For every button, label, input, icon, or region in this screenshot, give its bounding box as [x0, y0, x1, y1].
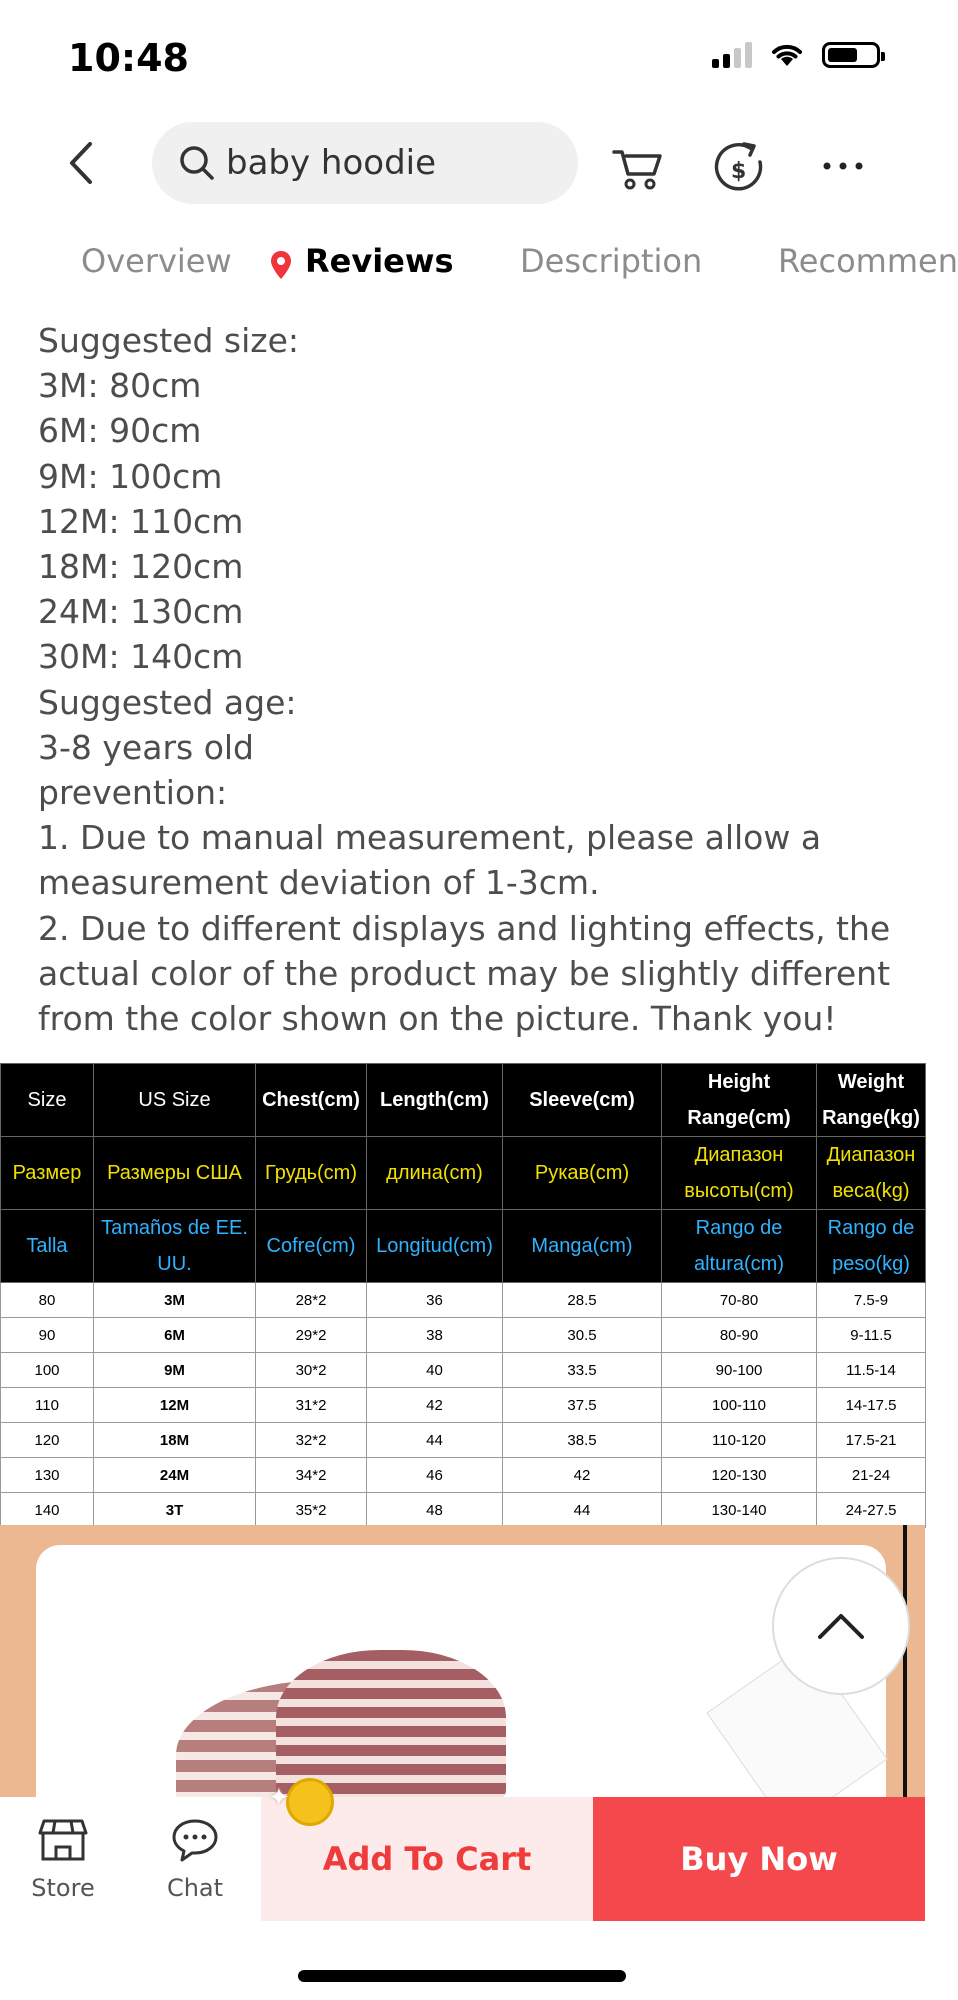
table-header-cell: Manga(cm)	[503, 1210, 662, 1283]
store-label: Store	[31, 1874, 95, 1902]
table-header-cell: Rango de peso(kg)	[817, 1210, 926, 1283]
table-header-cell: Грудь(cm)	[256, 1137, 367, 1210]
table-cell: 37.5	[503, 1388, 662, 1423]
description-line: 18M: 120cm	[38, 547, 244, 587]
table-row	[1, 1353, 926, 1388]
table-cell: 7.5-9	[817, 1283, 926, 1318]
share-coin-icon[interactable]	[712, 138, 768, 194]
table-header-cell: Рукав(cm)	[503, 1137, 662, 1210]
table-cell: 110-120	[662, 1423, 817, 1458]
table-header-english	[1, 1064, 926, 1137]
table-cell: 9-11.5	[817, 1318, 926, 1353]
table-cell: 42	[367, 1388, 503, 1423]
table-cell: 44	[367, 1423, 503, 1458]
chat-button[interactable]	[150, 1817, 240, 1902]
description-line: 30M: 140cm	[38, 637, 244, 677]
description-line: measurement deviation of 1-3cm.	[38, 863, 600, 903]
table-cell: 33.5	[503, 1353, 662, 1388]
description-line: 24M: 130cm	[38, 592, 244, 632]
svg-text:$: $	[731, 159, 747, 184]
status-icons	[712, 42, 880, 68]
table-cell: 31*2	[256, 1388, 367, 1423]
table-cell: 80-90	[662, 1318, 817, 1353]
table-header-cell: Size	[1, 1064, 94, 1137]
table-header-cell: Размер	[1, 1137, 94, 1210]
table-cell: 3M	[94, 1283, 256, 1318]
table-cell: 18M	[94, 1423, 256, 1458]
table-cell: 32*2	[256, 1423, 367, 1458]
table-header-cell: Length(cm)	[367, 1064, 503, 1137]
table-header-cell: длина(cm)	[367, 1137, 503, 1210]
search-query: baby hoodie	[226, 143, 437, 183]
table-cell: 28.5	[503, 1283, 662, 1318]
table-cell: 130-140	[662, 1493, 817, 1528]
table-cell: 40	[367, 1353, 503, 1388]
table-cell: 24M	[94, 1458, 256, 1493]
table-cell: 100-110	[662, 1388, 817, 1423]
sparkle-icon: ✦	[268, 1782, 290, 1812]
table-header-cell: Cofre(cm)	[256, 1210, 367, 1283]
coin-reward-icon[interactable]	[286, 1778, 334, 1826]
top-nav	[0, 118, 925, 208]
back-arrow-icon[interactable]	[62, 138, 102, 188]
table-cell: 90-100	[662, 1353, 817, 1388]
table-cell: 12M	[94, 1388, 256, 1423]
table-cell: 29*2	[256, 1318, 367, 1353]
scrollbar[interactable]	[903, 1525, 907, 1797]
table-cell: 30*2	[256, 1353, 367, 1388]
table-header-cell: Rango de altura(cm)	[662, 1210, 817, 1283]
tab-description[interactable]: Description	[520, 242, 703, 280]
description-line: 2. Due to different displays and lighting effects, the	[38, 908, 891, 948]
table-cell: 35*2	[256, 1493, 367, 1528]
description-line: prevention:	[38, 773, 228, 813]
table-cell: 21-24	[817, 1458, 926, 1493]
table-row	[1, 1283, 926, 1318]
section-tabs	[0, 238, 958, 294]
table-header-russian	[1, 1137, 926, 1210]
table-cell: 42	[503, 1458, 662, 1493]
bottom-action-bar	[0, 1797, 925, 1921]
table-cell: 3T	[94, 1493, 256, 1528]
product-description	[38, 318, 898, 1041]
table-row	[1, 1388, 926, 1423]
table-cell: 100	[1, 1353, 94, 1388]
table-row	[1, 1318, 926, 1353]
table-header-cell: Talla	[1, 1210, 94, 1283]
table-cell: 30.5	[503, 1318, 662, 1353]
table-header-spanish	[1, 1210, 926, 1283]
table-cell: 6M	[94, 1318, 256, 1353]
chevron-up-icon	[816, 1611, 866, 1641]
table-cell: 80	[1, 1283, 94, 1318]
cart-icon[interactable]	[610, 138, 666, 194]
table-cell: 17.5-21	[817, 1423, 926, 1458]
table-cell: 36	[367, 1283, 503, 1318]
store-icon	[38, 1817, 88, 1863]
description-line: 1. Due to manual measurement, please allow a	[38, 818, 822, 858]
table-header-cell: Tamaños de EE. UU.	[94, 1210, 256, 1283]
more-options-icon[interactable]	[815, 138, 871, 194]
description-line: Suggested age:	[38, 682, 297, 722]
table-cell: 9M	[94, 1353, 256, 1388]
table-header-cell: Chest(cm)	[256, 1064, 367, 1137]
table-cell: 28*2	[256, 1283, 367, 1318]
search-icon	[178, 144, 216, 182]
table-cell: 24-27.5	[817, 1493, 926, 1528]
description-line: Suggested size:	[38, 321, 300, 360]
table-header-cell: Height Range(cm)	[662, 1064, 817, 1137]
scroll-to-top-button[interactable]	[772, 1557, 910, 1695]
table-cell: 70-80	[662, 1283, 817, 1318]
chat-icon	[170, 1817, 220, 1863]
table-cell: 110	[1, 1388, 94, 1423]
description-line: 9M: 100cm	[38, 456, 223, 496]
table-cell: 38.5	[503, 1423, 662, 1458]
cellular-signal-icon	[712, 42, 752, 68]
description-line: 12M: 110cm	[38, 501, 244, 541]
size-chart-table	[0, 1063, 926, 1528]
table-cell: 38	[367, 1318, 503, 1353]
description-line: actual color of the product may be slightly different	[38, 953, 891, 993]
location-pin-icon	[270, 250, 292, 280]
wifi-icon	[770, 42, 804, 68]
description-line: 3-8 years old	[38, 727, 254, 767]
tab-overview[interactable]: Overview	[81, 242, 232, 280]
buy-now-button[interactable]: Buy Now	[593, 1797, 925, 1921]
description-line: 6M: 90cm	[38, 411, 202, 451]
table-header-cell: Размеры США	[94, 1137, 256, 1210]
table-header-cell: US Size	[94, 1064, 256, 1137]
home-indicator[interactable]	[298, 1970, 626, 1982]
store-button[interactable]	[18, 1817, 108, 1902]
status-time: 10:48	[68, 36, 189, 80]
table-row	[1, 1423, 926, 1458]
battery-icon	[822, 42, 880, 68]
add-to-cart-button[interactable]: Add To Cart	[261, 1797, 593, 1921]
description-line: 3M: 80cm	[38, 366, 202, 406]
search-bar[interactable]	[152, 122, 578, 204]
table-header-cell: Диапазон высоты(cm)	[662, 1137, 817, 1210]
table-cell: 14-17.5	[817, 1388, 926, 1423]
table-cell: 120-130	[662, 1458, 817, 1493]
tab-reviews[interactable]: Reviews	[305, 242, 454, 280]
table-row	[1, 1458, 926, 1493]
description-line: from the color shown on the picture. Thank you!	[38, 999, 837, 1039]
table-cell: 120	[1, 1423, 94, 1458]
table-cell: 140	[1, 1493, 94, 1528]
table-cell: 90	[1, 1318, 94, 1353]
table-cell: 11.5-14	[817, 1353, 926, 1388]
status-bar	[0, 0, 925, 110]
table-cell: 46	[367, 1458, 503, 1493]
table-cell: 48	[367, 1493, 503, 1528]
table-cell: 44	[503, 1493, 662, 1528]
table-header-cell: Weight Range(kg)	[817, 1064, 926, 1137]
table-header-cell: Диапазон веса(kg)	[817, 1137, 926, 1210]
table-row	[1, 1493, 926, 1528]
tab-recommended[interactable]: Recommen	[778, 242, 958, 280]
table-header-cell: Sleeve(cm)	[503, 1064, 662, 1137]
table-cell: 130	[1, 1458, 94, 1493]
table-header-cell: Longitud(cm)	[367, 1210, 503, 1283]
table-cell: 34*2	[256, 1458, 367, 1493]
chat-label: Chat	[166, 1874, 224, 1902]
